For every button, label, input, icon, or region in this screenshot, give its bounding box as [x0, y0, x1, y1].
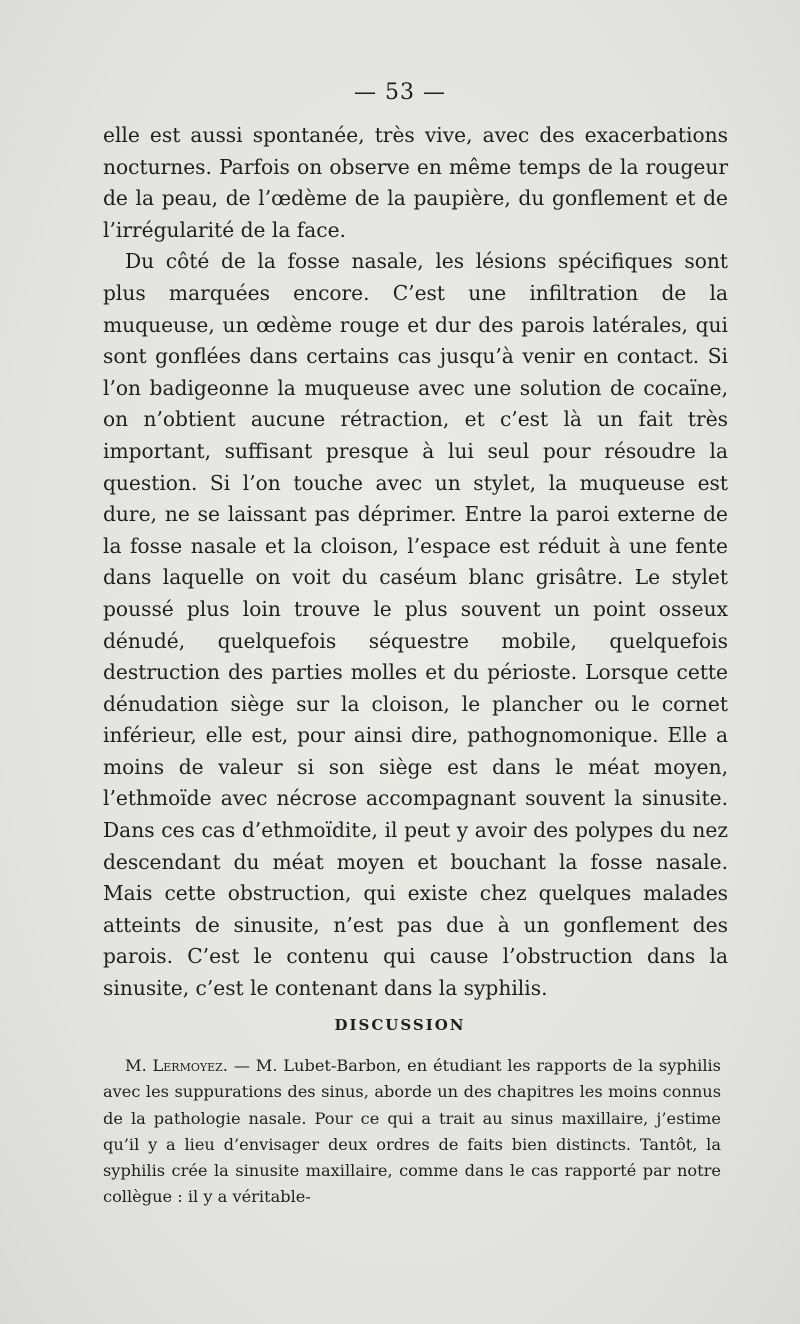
- discussion-body: — M. Lubet-Barbon, en étudiant les rapports de la syphilis avec les suppurations des sinus, aborde un des chapitres les moins connus de la pathologie nasale. Pour ce qui a trait au sinus maxillaire, j’estime qu’il y a lieu d’envisager deux ordres de faits bien distincts. Tantôt, la syphilis crée la sinusite maxillaire, comme dans le cas rapporté par notre collègue : il y a véritable-: [103, 1056, 721, 1207]
- page-number: — 53 —: [354, 80, 446, 105]
- paragraph-1: elle est aussi spontanée, très vive, avec des exacerbations nocturnes. Parfois on observe en même temps de la rougeur de la peau, de l’œdème de la paupière, du gonflement et de l’irrégularité de la face.: [103, 123, 728, 242]
- paragraph-2: Du côté de la fosse nasale, les lésions spécifiques sont plus marquées encore. C’est une infiltration de la muqueuse, un œdème rouge et dur des parois latérales, qui sont gonflées dans certains cas jusqu’à venir en contact. Si l’on badigeonne la muqueuse avec une solution de cocaïne, on n’obtient aucune rétraction, et c’est là un fait très important, suffisant presque à lui seul pour résoudre la question. Si l’on touche avec un stylet, la muqueuse est dure, ne se laissant pas déprimer. Entre la paroi externe de la fosse nasale et la cloison, l’espace est réduit à une fente dans laquelle on voit du caséum blanc grisâtre. Le stylet poussé plus loin trouve le plus souvent un point osseux dénudé, quelquefois séquestre mobile, quelquefois destruction des parties molles et du périoste. Lorsque cette dénudation siège sur la cloison, le plancher ou le cornet inférieur, elle est, pour ainsi dire, pathognomonique. Elle a moins de valeur si son siège est dans le méat moyen, l’ethmoïde avec nécrose accompagnant souvent la sinusite. Dans ces cas d’ethmoïdite, il peut y avoir des polypes du nez descendant du méat moyen et bouchant la fosse nasale. Mais cette obstruction, qui existe chez quelques malades atteints de sinusite, n’est pas due à un gonflement des parois. C’est le contenu qui cause l’obstruction dans la sinusite, c’est le contenant dans la syphilis.: [103, 249, 728, 1001]
- discussion-text: [103, 1053, 721, 1211]
- main-text: [103, 120, 728, 1005]
- speaker-name: M. Lermoyez.: [125, 1056, 228, 1075]
- discussion-paragraph: [103, 1053, 721, 1211]
- section-heading: DISCUSSION: [334, 1016, 466, 1034]
